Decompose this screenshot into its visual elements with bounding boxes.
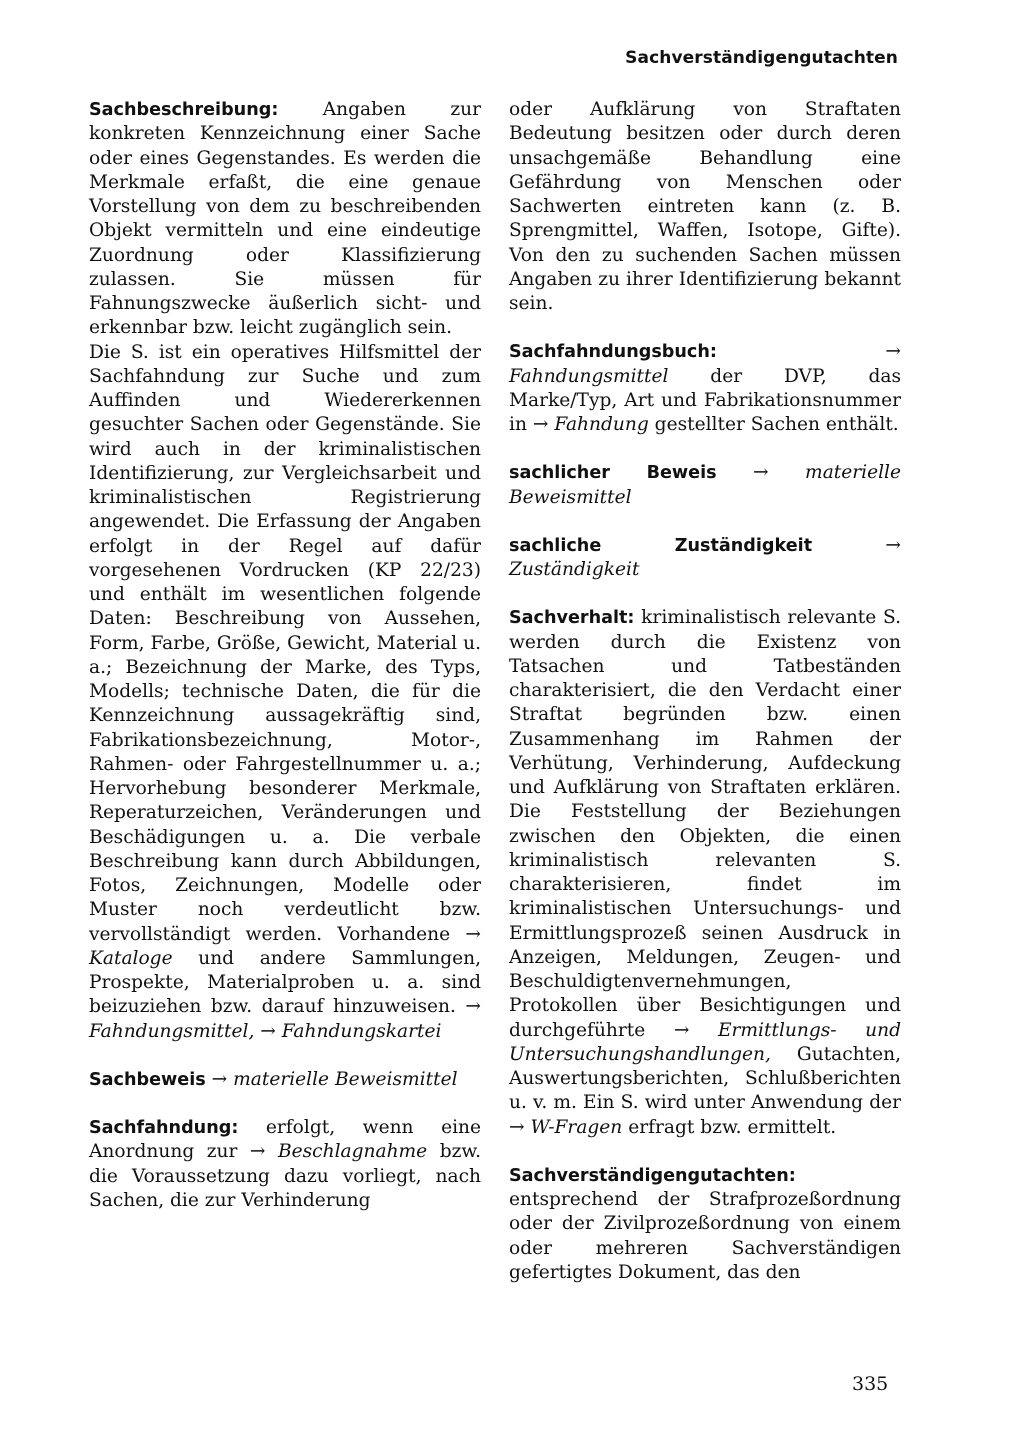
entry-text: erfragt bzw. ermittelt. xyxy=(622,1116,837,1138)
entry-continuation xyxy=(509,98,901,316)
entry-text: bzw. die Voraussetzung dazu vorliegt, nach Sachen, die zur Verhinderung xyxy=(89,1141,482,1211)
separator xyxy=(717,341,886,362)
entry-sachlicher-beweis xyxy=(509,461,901,510)
cross-reference: → materielle Beweismittel xyxy=(211,1068,458,1090)
entry-text: Die S. ist ein operatives Hilfsmittel der Sachfahndung zur Suche und zum Auffinden und Wiedererkennen gesuchter Sachen oder Gegenstände. Sie wird auch in der kriminalistischen Identifizierung, zur Vergleichsarbeit und kriminalistischen Registrierung angewendet. Die Erfassung der Angaben erfolgt in der Regel auf dafür vorgesehenen Vordrucken (KP 22/23) und enthält im wesentlichen folgende Daten: Beschreibung von Aussehen, Form, Farbe, Größe, Gewicht, Material u. a.; Bezeichnung der Marke, des Typs, Modells; technische Daten, die für die Kennzeichnung aussagekräftig sind, Fabrikationsbezeichnung, Motor-, Rahmen- oder Fahrgestellnummer u. a.; Hervorhebung besonderer Merkmale, Reperaturzeichen, Veränderungen und Beschädigungen u. a. Die verbale Beschreibung kann durch Abbildungen, Fotos, Zeichnungen, Modelle oder Muster noch verdeutlicht bzw. vervollständigt werden. Vorhandene xyxy=(89,341,481,945)
cross-reference: → Beschlagnahme xyxy=(249,1141,428,1163)
entry-term: Sachfahndungsbuch: xyxy=(509,342,717,363)
left-column xyxy=(89,98,481,1237)
entry-sachverhalt xyxy=(509,606,901,1140)
entry-term: Sachfahndung: xyxy=(89,1118,239,1138)
entry-paragraph: oder Aufklärung von Straftaten Bedeutung besitzen oder durch deren unsachgemäße Behandlung eine Gefährdung von Menschen oder Sachwerten eintreten kann (z. B. Sprengmittel, Waffen, Isotope, Gifte). Von den zu suchenden Sachen müssen Angaben zu ihrer Identifizierung bekannt sein. xyxy=(509,99,901,314)
cross-reference: → W-Fragen xyxy=(509,1116,623,1138)
entry-paragraph xyxy=(89,1068,481,1092)
entry-text: und andere Sammlungen, Prospekte, Materialproben u. a. sind beizuziehen bzw. darauf hinzuweisen. xyxy=(89,947,481,1018)
entry-paragraph xyxy=(509,340,901,437)
entry-sachliche-zustaendigkeit xyxy=(509,534,901,583)
entry-term: Sachverhalt: xyxy=(509,608,635,629)
entry-term: sachliche Zuständigkeit xyxy=(509,535,813,556)
entry-text: Angaben zur konkreten Kennzeichnung einer Sache oder eines Gegenstandes. Es werden die Merkmale erfaßt, die eine genaue Vorstellung von dem zu beschreibenden Objekt vermitteln und eine eindeutige Zuordnung oder Klassifizierung zulassen. Sie müssen für Fahnungszwecke äußerlich sicht- und erkennbar bzw. leicht zugänglich sein. xyxy=(89,99,481,339)
entry-term: Sachverständigengutachten: xyxy=(509,1165,796,1186)
page-number: 335 xyxy=(852,1373,889,1395)
entry-paragraph xyxy=(89,1116,481,1213)
cross-reference: → Fahndungsmittel xyxy=(509,341,901,387)
entry-paragraph xyxy=(89,341,481,1044)
entry-paragraph xyxy=(89,98,481,341)
separator xyxy=(812,535,885,556)
cross-reference: → Fahndung xyxy=(532,414,649,435)
entry-term: Sachbeweis xyxy=(89,1069,206,1090)
entry-paragraph xyxy=(509,606,901,1140)
cross-reference: → Fahndungskartei xyxy=(260,1020,442,1042)
entry-text: erfolgt, wenn eine Anordnung zur xyxy=(89,1117,481,1163)
entry-sachfahndung xyxy=(89,1116,481,1213)
cross-reference: → Zuständigkeit xyxy=(509,534,901,580)
cross-reference: → materielle Beweismittel xyxy=(509,462,901,508)
entry-text: entsprechend der Strafprozeßordnung oder der Zivilprozeßordnung von einem oder mehreren Sachverständigen gefertigtes Dokument, das den xyxy=(509,1189,901,1283)
entry-text: Gutachten, Auswertungsberichten, Schlußberichten u. v. m. Ein S. wird unter Anwendung der xyxy=(509,1043,901,1114)
entry-paragraph xyxy=(509,1164,901,1285)
entry-term: sachlicher Beweis xyxy=(509,463,717,484)
entry-paragraph xyxy=(509,461,901,510)
entry-text: gestellter Sachen enthält. xyxy=(648,414,899,435)
entry-text: kriminalistisch relevante S. werden durch die Existenz von Tatsachen und Tatbeständen charakterisiert, die den Verdacht einer Straftat begründen bzw. einen Zusammenhang im Rahmen der Verhütung, Verhinderung, Aufdeckung und Aufklärung von Straftaten erklären. Die Feststellung der Beziehungen zwischen den Objekten, die einen kriminalistisch relevanten S. charakterisieren, findet im kriminalistischen Untersuchungs- und Ermittlungsprozeß seinen Ausdruck in Anzeigen, Meldungen, Zeugen- und Beschuldigtenvernehmungen, Protokollen über Besichtigungen und durchgeführte xyxy=(509,607,901,1041)
separator xyxy=(717,462,753,483)
entry-sachbeweis xyxy=(89,1068,481,1092)
cross-reference: → Ermittlungs- und Untersuchungshandlungen, xyxy=(509,1019,901,1065)
cross-reference: → Fahndungsmittel, xyxy=(89,996,481,1042)
entry-sachbeschreibung xyxy=(89,98,481,1044)
entry-paragraph xyxy=(509,534,901,583)
entry-text: der DVP, das Marke/Typ, Art und Fabrikationsnummer in xyxy=(509,365,901,435)
cross-reference: → Kataloge xyxy=(89,923,481,969)
running-head: Sachverständigengutachten xyxy=(625,48,898,68)
entry-term: Sachbeschreibung: xyxy=(89,100,279,120)
right-column xyxy=(509,98,901,1309)
entry-sachverstaendigengutachten xyxy=(509,1164,901,1285)
entry-sachfahndungsbuch xyxy=(509,340,901,437)
